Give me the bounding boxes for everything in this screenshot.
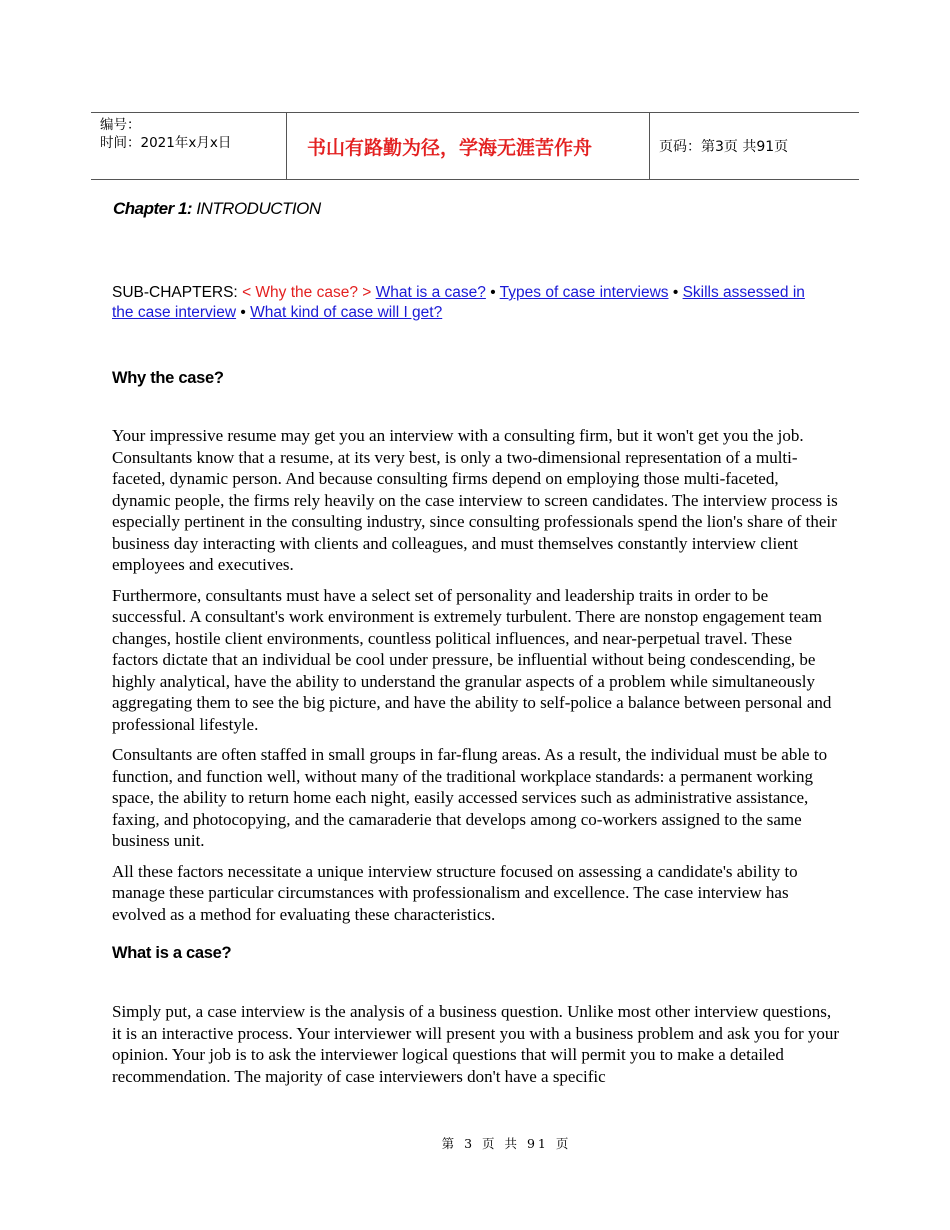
separator: • (485, 284, 500, 301)
chapter-title (113, 199, 321, 219)
header-motto-cell (287, 113, 650, 179)
subchapters-label: SUB-CHAPTERS: (112, 284, 243, 301)
subchapter-nav (112, 283, 812, 323)
page-info: 页码：第3页 共91页 (659, 139, 789, 155)
link-what-kind-of-case[interactable]: What kind of case will I get? (250, 304, 443, 321)
paragraph: All these factors necessitate a unique interview structure focused on assessing a candidate's ability to manage these particular circumstances with professionalism and excellence. The case interview has evolved as a method for evaluating these characteristics. (112, 861, 798, 924)
motto-text: 书山有路勤为径，学海无涯苦作舟 (307, 136, 593, 159)
link-what-is-a-case[interactable]: What is a case? (375, 284, 486, 301)
section-body-why-the-case (112, 425, 840, 934)
document-header (91, 112, 859, 180)
separator: • (236, 304, 251, 321)
paragraph: Furthermore, consultants must have a select set of personality and leadership traits in order to be successful. A consultant's work environment is extremely turbulent. There are nonstop engagement team changes, hostile client environments, countless political influences, and near-perpetual travel. These factors dictate that an individual be cool under pressure, be influential without being condescending, be highly analytical, have the ability to understand the granular aspects of a problem while simultaneously aggregating them to see the big picture, and have the ability to self-police a balance between personal and professional lifestyle. (112, 585, 832, 734)
paragraph: Your impressive resume may get you an interview with a consulting firm, but it won't get you the job. Consultants know that a resume, at its very best, is only a two-dimensional representation of a multi-faceted, dynamic person. And because consulting firms depend on employing those multi-faceted, dynamic people, the firms rely heavily on the case interview to screen candidates. The interview process is especially pertinent in the consulting industry, since consulting professionals spend the lion's share of their business day interacting with clients and colleagues, and must themselves constantly interview client employees and executives. (112, 426, 838, 574)
time-label: 时间：2021年x月x日 (100, 135, 232, 151)
page-footer: 第 3 页 共 91 页 (441, 1136, 572, 1151)
chapter-prefix: Chapter 1: (113, 199, 193, 218)
header-page-cell (650, 113, 859, 179)
paragraph: Consultants are often staffed in small groups in far-flung areas. As a result, the individual must be able to function, and function well, without many of the traditional workplace standards: a permanent working space, the ability to return home each night, easily accessed services such as administrative assistance, faxing, and photocopying, and the camaraderie that develops among co-workers assigned to the same business unit. (112, 745, 828, 850)
section-heading-what-is-a-case: What is a case? (112, 944, 232, 962)
header-meta-cell (91, 113, 287, 179)
paragraph: Simply put, a case interview is the analysis of a business question. Unlike most other interview questions, it is an interactive process. Your interviewer will present you with a business problem and ask you for your opinion. Your job is to ask the interviewer logical questions that will permit you to make a detailed recommendation. The majority of case interviewers don't have a specific (112, 1002, 840, 1086)
link-types-of-case-interviews[interactable]: Types of case interviews (499, 284, 669, 301)
section-heading-why-the-case: Why the case? (112, 369, 224, 387)
link-skills-assessed[interactable]: Skills assessed in the case interview (112, 284, 805, 321)
number-label: 编号： (100, 117, 141, 133)
current-subchapter: < Why the case? > (242, 284, 372, 301)
separator: • (668, 284, 683, 301)
section-body-what-is-a-case (112, 1001, 840, 1096)
chapter-name: INTRODUCTION (192, 199, 321, 218)
